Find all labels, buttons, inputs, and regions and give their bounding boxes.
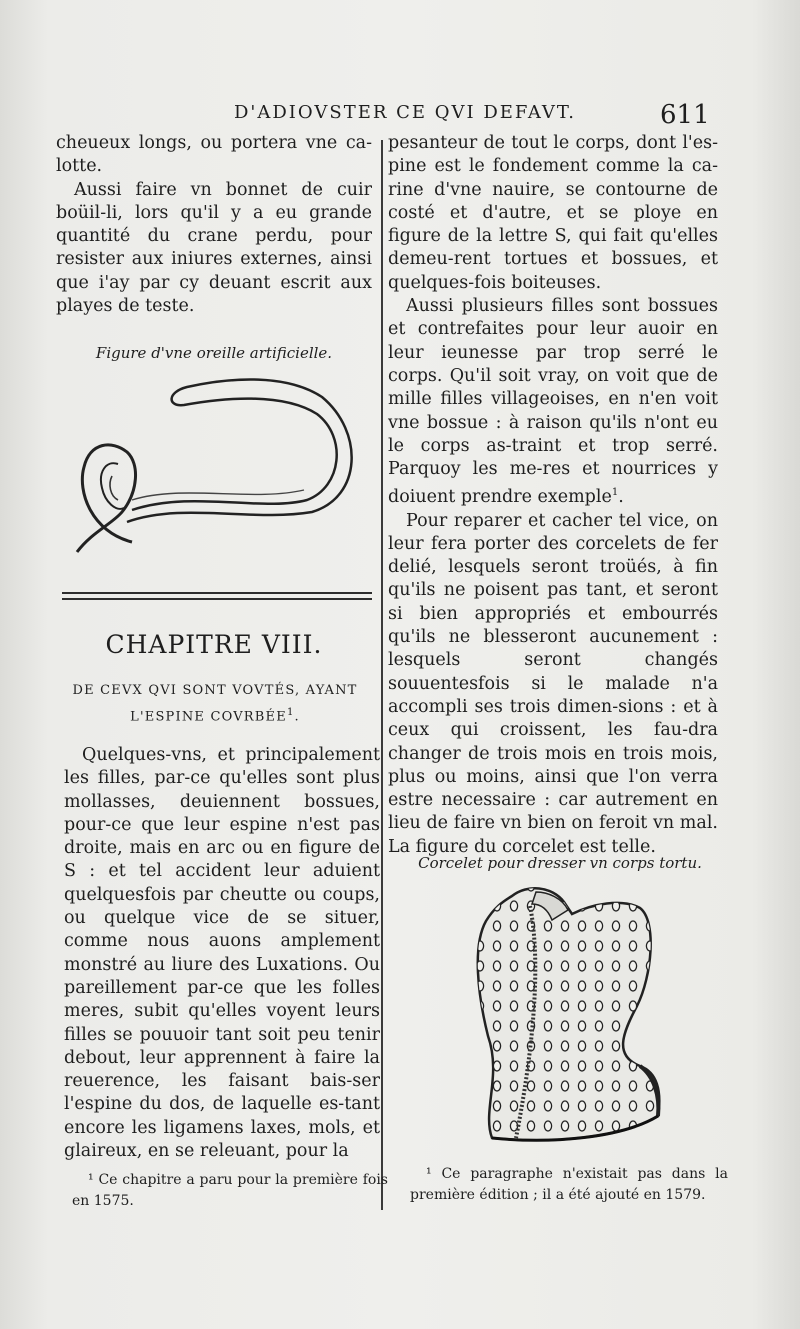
right-note-mark: 1 — [611, 487, 619, 499]
right-paragraph-2-text: Aussi plusieurs filles sont bossues et contrefaites pour leur auoir en leur ieunesse par trop serré le corps. Qu'il soit vray, on voit que de mille filles villageoises, en n'en voit vne bossue : à raison qu'ils n'ont eu le corps as-traint et trop serré. Parquoy les me-res et nourrices y doiuent prendre exemple — [388, 296, 718, 508]
chapter-body — [64, 744, 380, 1163]
chapter-divider — [62, 592, 372, 604]
artificial-ear-figure — [72, 372, 372, 568]
left-paragraph-1: cheueux longs, ou portera vne ca-lotte. — [56, 133, 372, 177]
chapter-subtitle: DE CEVX QVI SONT VOVTÉS, AYANT L'ESPINE COVRBÉE$^1$. — [72, 683, 358, 725]
page-number: 611 — [660, 100, 710, 130]
chapter-note-mark: 1 — [286, 707, 295, 718]
right-paragraph-3: Pour reparer et cacher tel vice, on leur fera porter des corcelets de fer delié, lesquels seront troüés, à fin qu'ils ne poisent pas tant, et seront si bien appropriés et embourrés qu'ils ne blesseront aucunement : lesquels seront changés souuentesfois si le malade n'a accompli ses trois dimen-sions : et à ceux qui croissent, les fau-dra changer de trois mois en trois mois, plus ou moins, ainsi que l'on verra estre necessaire : car autrement en lieu de faire vn bien on feroit vn mal. La figure du corcelet est telle. — [388, 510, 718, 857]
right-paragraph-2: Aussi plusieurs filles sont bossues et contrefaites pour leur auoir en leur ieunesse par trop serré le corps. Qu'il soit vray, on voit que de mille filles villageoises, en n'en voit vne bossue : à raison qu'ils n'ont eu le corps as-traint et trop serré. Parquoy les me-res et nourrices y doiuent prendre exemple$^1$. — [388, 296, 718, 508]
chapter-paragraph: Quelques-vns, et principalement les filles, par-ce qu'elles sont plus mollasses, deuiennent bossues, pour-ce que leur espine n'est pas droite, mais en arc ou en figure de S : et tel accident leur aduient quelquesfois par cheutte ou coups, ou quelque vice de se situer, comme nous auons amplement monstré au liure des Luxations. Ou pareillement par-ce que les folles meres, subit qu'elles voyent leurs filles se pouuoir tant soit peu tenir debout, leur apprennent à faire la reuerence, les faisant bais-ser l'espine du dos, de laquelle es-tant encore les ligamens laxes, mols, et glaireux, en se releuant, pour la — [64, 745, 380, 1162]
corset-caption-wrap — [392, 852, 728, 875]
chapter-subtitle-text: DE CEVX QVI SONT VOVTÉS, AYANT L'ESPINE COVRBÉE — [72, 683, 358, 725]
right-footnote — [410, 1164, 728, 1206]
left-paragraph-2: Aussi faire vn bonnet de cuir boüil-li, lors qu'il y a eu grande quantité du crane perdu, pour resister aux iniures externes, ainsi que i'ay par cy deuant escrit aux playes de teste. — [56, 179, 372, 317]
chapter-title: CHAPITRE VIII. — [105, 630, 323, 659]
corset-figure-caption: Corcelet pour dresser vn corps tortu. — [418, 854, 702, 872]
left-column-top — [56, 132, 372, 366]
ear-figure-caption: Figure d'vne oreille artificielle. — [95, 344, 333, 363]
column-rule — [381, 140, 383, 1210]
left-footnote-text: ¹ Ce chapitre a paru pour la première fois en 1575. — [72, 1172, 388, 1209]
right-column — [388, 132, 718, 859]
left-footnote — [72, 1170, 388, 1212]
running-head: D'ADIOVSTER CE QVI DEFAVT. — [234, 102, 577, 123]
corset-figure — [472, 876, 672, 1148]
right-paragraph-1: pesanteur de tout le corps, dont l'es-pine est le fondement comme la ca-rine d'vne nauire, se contourne de costé et d'autre, et se ploye en figure de la lettre S, qui fait qu'elles demeu-rent tortues et bossues, et quelques-fois boiteuses. — [388, 133, 718, 293]
right-footnote-text: ¹ Ce paragraphe n'existait pas dans la première édition ; il a été ajouté en 1579. — [410, 1166, 728, 1203]
